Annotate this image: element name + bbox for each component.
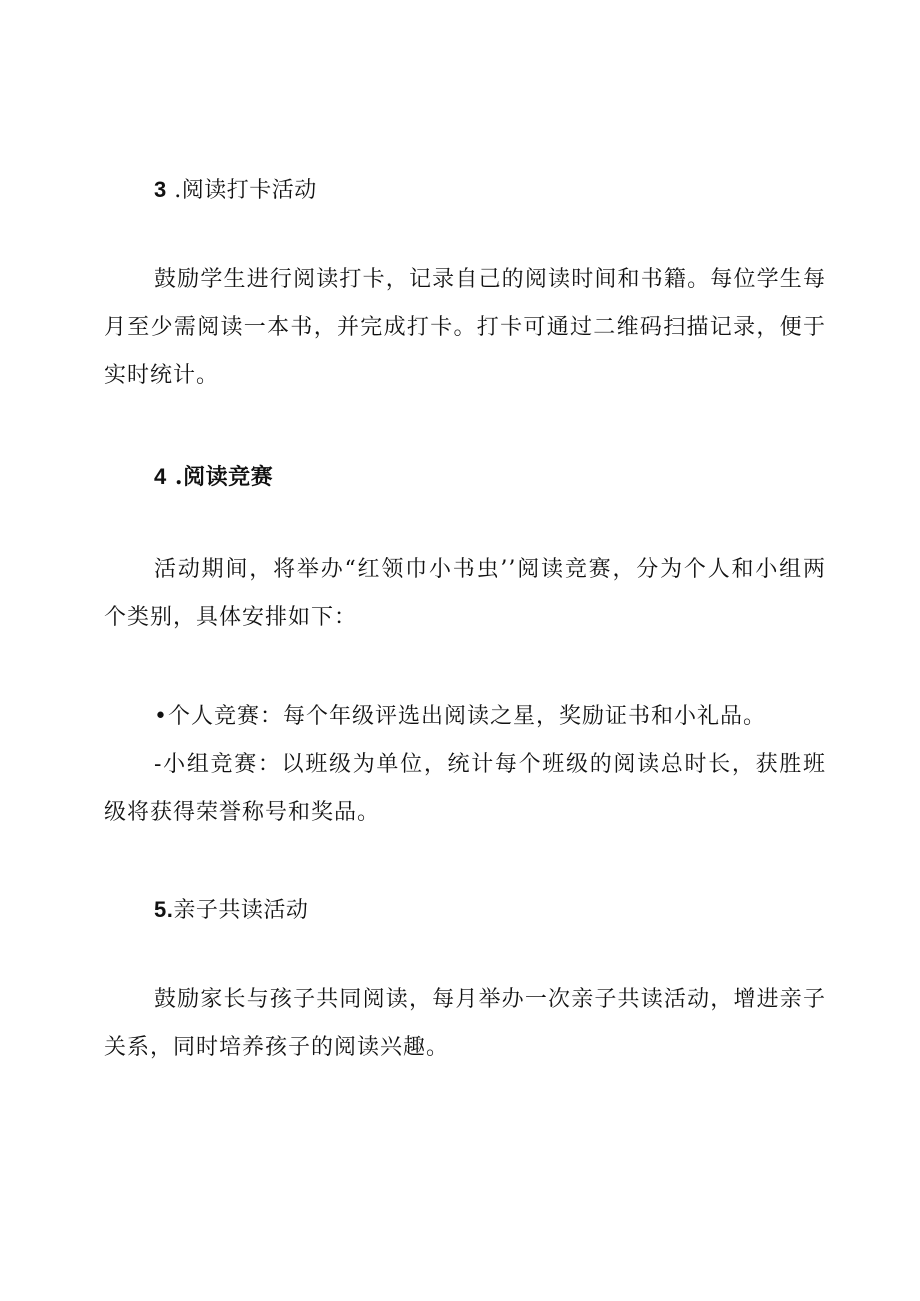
section-5-heading [154,896,308,925]
list-item-individual: •个人竞赛：每个年级评选出阅读之星，奖励证书和小礼品。 [154,704,766,729]
section-5-paragraph: 鼓励家长与孩子共同阅读，每月举办一次亲子共读活动，增进亲子关系，同时培养孩子的阅读兴趣。 [104,987,826,1060]
section-3-heading [154,176,317,205]
list-item-group: -小组竞赛：以班级为单位，统计每个班级的阅读总时长，获胜班级将获得荣誉称号和奖品。 [104,752,826,825]
section-3-paragraph: 鼓励学生进行阅读打卡，记录自己的阅读时间和书籍。每位学生每月至少需阅读一本书，并完成打卡。打卡可通过二维码扫描记录，便于实时统计。 [104,267,826,388]
section-4-paragraph: 活动期间，将举办“红领巾小书虫’’阅读竞赛，分为个人和小组两个类别，具体安排如下： [104,557,826,630]
section-5-title: 亲子共读活动 [173,898,309,923]
section-3-number: 3 [154,177,167,202]
section-5-number: 5. [154,897,174,922]
section-3-title: .阅读打卡活动 [166,178,317,203]
section-4-number: 4 [154,464,167,489]
section-4-heading [154,463,273,491]
section-4-title: .阅读竞赛 [166,464,274,490]
